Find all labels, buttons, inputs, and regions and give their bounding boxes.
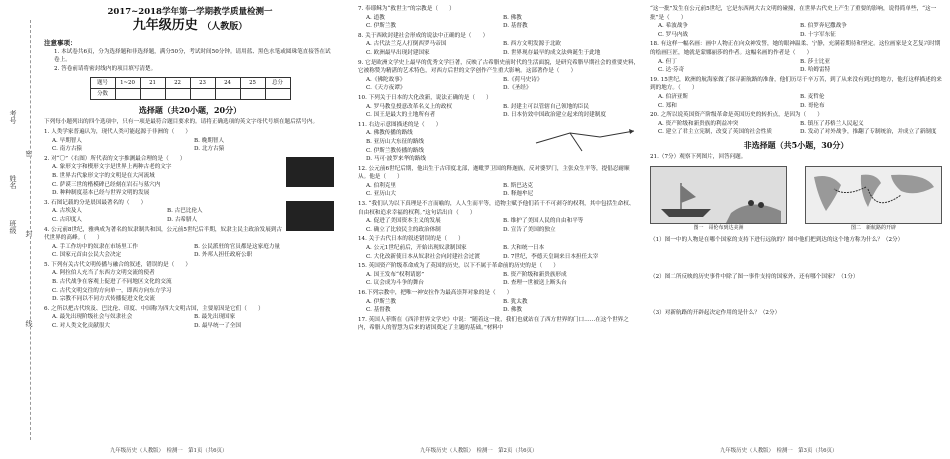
answer-option[interactable]: B. 莎士比亚 (800, 58, 831, 65)
question (650, 40, 942, 74)
subject-name: 九年级历史 (132, 18, 198, 33)
answer-option[interactable]: C.《天方夜谭》 (366, 85, 406, 92)
option-group (358, 103, 640, 120)
footer-page1: 九年级历史（人教版） 检测一 第1页（共6页） (110, 448, 228, 454)
score-cell[interactable] (190, 89, 215, 100)
question (44, 261, 336, 304)
answer-option[interactable]: A.《佛陀故事》 (366, 76, 406, 83)
answer-option[interactable]: D. 世界现存最早的成文法典诞生于此地 (503, 49, 601, 56)
score-header-cell: 24 (215, 78, 240, 89)
option-group (650, 93, 942, 110)
answer-option[interactable]: D.《圣经》 (503, 85, 532, 92)
question-stem: 4. 公元前8世纪，雅典成为著名的奴隶制共和国，公元前5世纪后半期，奴隶主民主政治发展到古代世界的高峰。（ ） (44, 226, 282, 242)
answer-option[interactable]: C. 亚历山大 (366, 191, 397, 198)
score-cell[interactable] (165, 89, 190, 100)
footer-page2: 九年级历史（人教版） 检测一 第2页（共6页） (420, 448, 538, 454)
question-stem: 12. 公元前6世纪后期，他出生于古印度北部，迦毗罗卫国的释迦族，反对婆罗门，主张众生平等，提倡忍耐顺从。他是（ ） (358, 165, 630, 181)
answer-option[interactable]: D. 哈姆雷特 (800, 67, 831, 74)
answer-option[interactable]: C. 建立了君主立宪制，改变了英国的社会性质 (658, 129, 772, 136)
question (358, 316, 640, 333)
page-1 (44, 4, 336, 444)
answer-option[interactable]: A. 资产阶级和新贵族的利益冲突 (658, 120, 739, 127)
page-3 (650, 4, 942, 444)
answer-option[interactable]: C. 伊斯兰教传播的路线 (366, 147, 424, 154)
answer-option[interactable]: C. 萨谟三世的楷模碑已经刻在岩石与墓穴内 (52, 181, 161, 188)
section1-title: 选择题（共20小题，20分） (138, 105, 242, 116)
answer-option[interactable]: D. 发动了对外战争，推翻了专制统治，并成立了新制度 (800, 129, 937, 136)
notes-title: 注意事项： (44, 39, 77, 47)
answer-option[interactable]: D. 十字军东征 (800, 31, 836, 38)
questions-page1 (44, 128, 336, 331)
score-cell[interactable] (240, 89, 265, 100)
answer-option[interactable]: B. 古巴比伦人 (167, 208, 203, 215)
gutter-label-banji: 班级 (9, 220, 17, 234)
question-stem: 17. 英国人菲斯在《西洋世界文学史》中说：“随着这一批，我们也就站在了西方世界的门口……在这个世界之内，希腊人的智慧为后来的诸国奠定了主题的基础。”材料中 (358, 316, 629, 332)
answer-option[interactable]: A. 佛教传播的路线 (366, 130, 413, 137)
option-group (650, 22, 942, 39)
option-group (44, 243, 336, 260)
answer-option[interactable]: C. 基督教 (366, 307, 391, 314)
answer-option[interactable]: A. 古埃及人 (52, 208, 82, 215)
question (44, 128, 336, 154)
answer-option[interactable]: B. 斯巴达克 (503, 182, 534, 189)
answer-option[interactable]: C. 郑和 (658, 102, 677, 109)
option-group (358, 271, 640, 288)
answer-option[interactable]: A. 国王发布“权利请愿” (366, 271, 425, 278)
option-group (650, 120, 942, 137)
answer-option[interactable]: D. 种种制度基本已经与世界文明的发展 (52, 190, 150, 197)
binding-gutter (0, 0, 42, 459)
footer-page3: 九年级历史（人教版） 检测一 第3页（共6页） (720, 448, 838, 454)
answer-option[interactable]: D. 查理一世被送上断头台 (503, 280, 567, 287)
answer-space-2[interactable] (650, 281, 942, 309)
subject-title (44, 18, 336, 35)
answer-option[interactable]: A. 手工作坊中的奴隶在市场里工作 (52, 243, 138, 250)
option-group (44, 137, 336, 154)
q21-sub2: （2）图二所反映的历史事件中除了图一事件支持的国家外，还有哪个国家？（1分） (650, 273, 859, 280)
question (44, 155, 336, 198)
answer-option[interactable]: C. 议会成为斗争的舞台 (366, 280, 424, 287)
answer-option[interactable]: A. 早期智人 (52, 137, 82, 144)
question (358, 289, 640, 315)
question-stem: 6. 之所以把古代埃及、巴比伦、印度、中国称为四大文明古国，主要原因是它们（ ） (44, 305, 264, 312)
gutter-feng: 封 (25, 230, 33, 237)
question (358, 94, 640, 120)
answer-option[interactable]: A. 伊斯兰教 (366, 298, 396, 305)
answer-option[interactable]: A. 象形文字和楔形文字是世界上两种古老的文字 (52, 164, 172, 171)
answer-option[interactable]: B. 犹太教 (503, 298, 528, 305)
score-row-label: 分数 (90, 89, 115, 100)
stone-relief-image (286, 201, 334, 231)
score-cell[interactable] (115, 89, 140, 100)
answer-option[interactable]: C. 国家元首由公民大会决定 (52, 252, 122, 259)
option-group (358, 217, 640, 234)
score-cell[interactable] (140, 89, 165, 100)
answer-option[interactable]: D. 最早统一了全国 (194, 323, 241, 330)
question (650, 76, 942, 110)
answer-option[interactable]: D. 北方古猿 (194, 146, 225, 153)
answer-option[interactable]: C. 对人类文化贡献很大 (52, 323, 110, 330)
answer-option[interactable]: C. 罗马内战 (658, 31, 689, 38)
answer-option[interactable]: B. 最先出现国家 (194, 314, 236, 321)
answer-option[interactable]: C. 古印度人 (52, 216, 83, 223)
question-stem: 5. 下列有关古代文明传播与融合的叙述，错误的是（ ） (44, 261, 191, 268)
answer-option[interactable]: B. 世界古代象形文字的文明是在大河流域 (52, 172, 155, 179)
question (358, 5, 640, 31)
inscription-image (286, 157, 334, 187)
answer-option[interactable]: A. 阿拉伯人充当了东西方文明交流的使者 (52, 270, 155, 277)
gutter-label-xingming: 姓名 (9, 175, 17, 189)
answer-option[interactable]: D. 马可·波罗来华的路线 (366, 156, 426, 163)
answer-option[interactable]: C. 国王是最大的土地所有者 (366, 112, 436, 119)
answer-option[interactable]: C. 古代文明交往的方向单一，即西方向东方学习 (52, 287, 172, 294)
q21-sub3: （3）对新航路的开辟起决定作用的是什么？（2分） (650, 310, 781, 317)
route-diagram (530, 123, 640, 157)
gutter-xian: 线 (25, 320, 33, 327)
question-stem: 2. 对“〇”（右图）所代表的文字推测最合理的是（ ） (44, 155, 186, 162)
answer-option[interactable]: D. 外邦人担任政府公职 (194, 252, 253, 259)
answer-option[interactable]: C. 确立了比较民主的政治体制 (366, 226, 441, 233)
question (44, 305, 336, 331)
question-stem: 14. 关于古代日本的叙述错误的是（ ） (358, 236, 464, 243)
score-header-cell: 1~20 (115, 78, 140, 89)
question-stem: 15. 英国资产阶级革命成为了英国的历史，以下不属于革命前的历史的是（ ） (358, 263, 559, 270)
question (358, 235, 640, 261)
ship-scene-icon (651, 167, 786, 223)
question (358, 165, 640, 199)
answer-option[interactable]: B. 亚历山大东征的路线 (366, 138, 425, 145)
question-stem: 11. 右边示意图描述的是（ ） (358, 121, 442, 128)
question (650, 5, 942, 39)
edition: （人教版） (202, 22, 248, 32)
answer-option[interactable]: C. 南方古猿 (52, 146, 83, 153)
question-stem: 10. 下列关于日本的大化改新，说法正确的是（ ） (358, 94, 492, 101)
section1-instruction: 下列每小题列出的四个选项中，只有一项是最符合题目要求的。请将正确选项的英文字母代号填在题后括号内。 (44, 119, 319, 126)
score-cell[interactable] (265, 89, 290, 100)
question-stem: 18. 有这样一幅名画：画中人物正在向众神发誓，她的眼神温柔、宁静，充满着期待和坚定。这位画家是文艺复兴时期的绘画巨匠，她就是蒙娜丽莎的作者。这幅名画的作者是（ ） (650, 41, 941, 56)
question (358, 32, 640, 58)
q21-stem: 21.（7分）观察下列图片，回答问题。 (650, 153, 747, 160)
answer-option[interactable]: B.《荷马史诗》 (503, 76, 543, 83)
answer-option[interactable]: B. 维护了美国人民的自由和平等 (503, 218, 584, 225)
answer-space-3[interactable] (650, 318, 942, 346)
score-table (90, 77, 291, 100)
question (44, 199, 336, 225)
answer-option[interactable]: A. 道教 (366, 14, 385, 21)
q21-sub1: （1）图一中的人物是在哪个国家的支持下进行远航的？图中他们把到达的这个地方称为什么？（2分） (650, 237, 904, 244)
answer-option[interactable]: A. 古代法兰克人打倒西罗马帝国 (366, 41, 447, 48)
answer-option[interactable]: B. 古代战争在客观上促进了不同地区文化的交流 (52, 279, 172, 286)
question-stem: 7. 奉耶稣为“救世主”的宗教是（ ） (358, 6, 455, 12)
score-header-cell: 总分 (265, 78, 290, 89)
answer-option[interactable]: B. 晚期智人 (194, 137, 225, 144)
option-group (358, 244, 640, 261)
figure-2-caption: 图二 新航路的开辟 (850, 224, 896, 231)
answer-option[interactable]: B. 西方文明发源于北欧 (503, 41, 562, 48)
option-group (44, 269, 336, 303)
option-group (650, 58, 942, 75)
exam-title: 2017~2018学年第一学期教学质量检测一 (107, 7, 273, 17)
answer-option[interactable]: A. 但丁 (658, 58, 677, 65)
answer-option[interactable]: D. 释迦牟尼 (503, 191, 534, 198)
option-group (358, 14, 640, 31)
question-stem: 13. “我们认为以下真理是不言而喻的，人人生而平等，造物主赋予他们若干不可剥夺的权利，其中包括生命权、自由权和追求幸福的权利。”这句话出自（ ） (358, 201, 635, 216)
answer-option[interactable]: B. 伯罗奔尼撒战争 (800, 23, 847, 30)
answer-option[interactable]: A. 伯济亚斯 (658, 93, 688, 100)
question-stem: 19. 15世纪，欧洲的航海家做了探寻新航路的准备，他们历尽千辛万苦，到了从来没有到过的地方，他打这样描述的来到的地方。（ ） (650, 76, 942, 92)
figure-1-image (650, 166, 787, 224)
q21-images (650, 166, 942, 233)
score-header-cell: 21 (140, 78, 165, 89)
figure-1-caption: 图一 哥伦布到达美洲 (693, 224, 744, 231)
option-group (44, 207, 282, 224)
answer-option[interactable]: A. 促进了美国资本主义的发展 (366, 218, 441, 225)
answer-option[interactable]: A. 最先出现阶级社会与奴隶社会 (52, 314, 133, 321)
figure-2-image (805, 166, 942, 224)
question (650, 111, 942, 137)
answer-option[interactable]: A. 希波战争 (658, 23, 688, 30)
answer-option[interactable]: C. 达·芬奇 (658, 67, 685, 74)
answer-option[interactable]: C. 伊斯兰教 (366, 23, 397, 30)
answer-option[interactable]: B. 镇压了苏格兰人民起义 (800, 120, 864, 127)
question (358, 59, 640, 93)
answer-option[interactable]: A. 罗马教皇授意改革名义上的政权 (366, 103, 452, 110)
answer-option[interactable]: C. 大化改新使日本从奴隶社会向封建社会过渡 (366, 253, 480, 260)
question (358, 262, 640, 288)
answer-option[interactable]: D. 日本仿效中国政治建立起来的封建制度 (503, 112, 606, 119)
answer-option[interactable]: D. 宣告了美国的独立 (503, 226, 556, 233)
question-stem: 16.下列宗教中，把唯一神安拉作为最高崇拜对象的是（ ） (358, 290, 513, 296)
world-map-icon (806, 167, 941, 223)
answer-option[interactable]: A. 公元1世纪前后，开始出现奴隶制国家 (366, 245, 467, 252)
questions-page2 (358, 5, 640, 333)
option-group (358, 298, 640, 315)
gutter-label-kaohao: 考号 (9, 110, 17, 124)
score-header-cell: 23 (190, 78, 215, 89)
notes-item-1: 1. 本试卷共6页，分为选择题和非选择题，满分50分，考试时间50分钟。请用蓝、黑色水笔或圆珠笔直接答在试卷上。 (54, 48, 331, 64)
score-header-cell: 25 (240, 78, 265, 89)
option-group (358, 76, 640, 93)
score-header-cell: 22 (165, 78, 190, 89)
answer-option[interactable]: D. 宗教不同以不同方式传播促进文化交流 (52, 296, 155, 303)
question-stem: 9. 它是欧洲文学史上最早的优秀文学巨著，反映了古希腊史前时代的生活面貌，是研究希腊早期社会的重要史料，它被称赞为精湛的艺术特色，对西方后世的文学创作产生重大影响。这部著作是（ ） (358, 59, 640, 75)
answer-option[interactable]: D. 7世纪，李德天皇调来日本担任太宰 (503, 253, 599, 260)
answer-option[interactable]: B. 资产阶级和新贵族形成 (503, 271, 567, 278)
answer-option[interactable]: D. 基督教 (503, 23, 528, 30)
score-cell[interactable] (215, 89, 240, 100)
question (358, 200, 640, 234)
section2-title: 非选择题（共5小题，30分） (743, 139, 849, 150)
page-2 (358, 4, 640, 444)
answer-option[interactable]: B. 公民派驻的官员都是这家庭力量 (194, 243, 280, 250)
answer-space-1[interactable] (650, 245, 942, 273)
question-stem: 20. 之所以说英国资产阶级革命是英国历史的转折点，是因为（ ） (650, 112, 823, 119)
score-header-cell: 题号 (90, 78, 115, 89)
question-stem: 8. 关于西欧封建社会形成的说法中正确的是（ ） (358, 32, 489, 39)
option-group (358, 40, 640, 57)
answer-option[interactable]: B. 大和统一日本 (503, 245, 545, 252)
question (358, 121, 640, 164)
notes-item-2: 2. 答卷前请将密封线内的项目填写清楚。 (54, 65, 157, 72)
answer-option[interactable]: C. 欧洲最早出现封建国家 (366, 49, 430, 56)
question-stem: 3. 石图记载的分是晨国最著名的（ ） (44, 199, 147, 206)
answer-option[interactable]: A. 伯利克里 (366, 182, 396, 189)
gutter-mi: 密 (25, 150, 33, 157)
question-stem: “这一批”发生在公元前5世纪，它是东西两大古文明的碰撞，在世界古代史上产生了重要的影响，说得简单些，“这一批”是（ ） (650, 6, 937, 21)
answer-option[interactable]: D. 哥伦布 (800, 102, 825, 109)
question-stem: 1. 人类学家普遍认为，现代人类可能起源于非洲的（ ） (44, 128, 191, 135)
answer-option[interactable]: B. 麦哲伦 (800, 93, 825, 100)
answer-option[interactable]: B. 佛教 (503, 14, 522, 21)
answer-option[interactable]: D. 古希腊人 (167, 216, 198, 223)
questions-page3 (650, 5, 942, 137)
option-group (358, 182, 640, 199)
option-group (44, 313, 336, 330)
answer-option[interactable]: D. 佛教 (503, 307, 523, 314)
answer-option[interactable]: B. 封建主可以管辖自己领地的臣民 (503, 103, 589, 110)
